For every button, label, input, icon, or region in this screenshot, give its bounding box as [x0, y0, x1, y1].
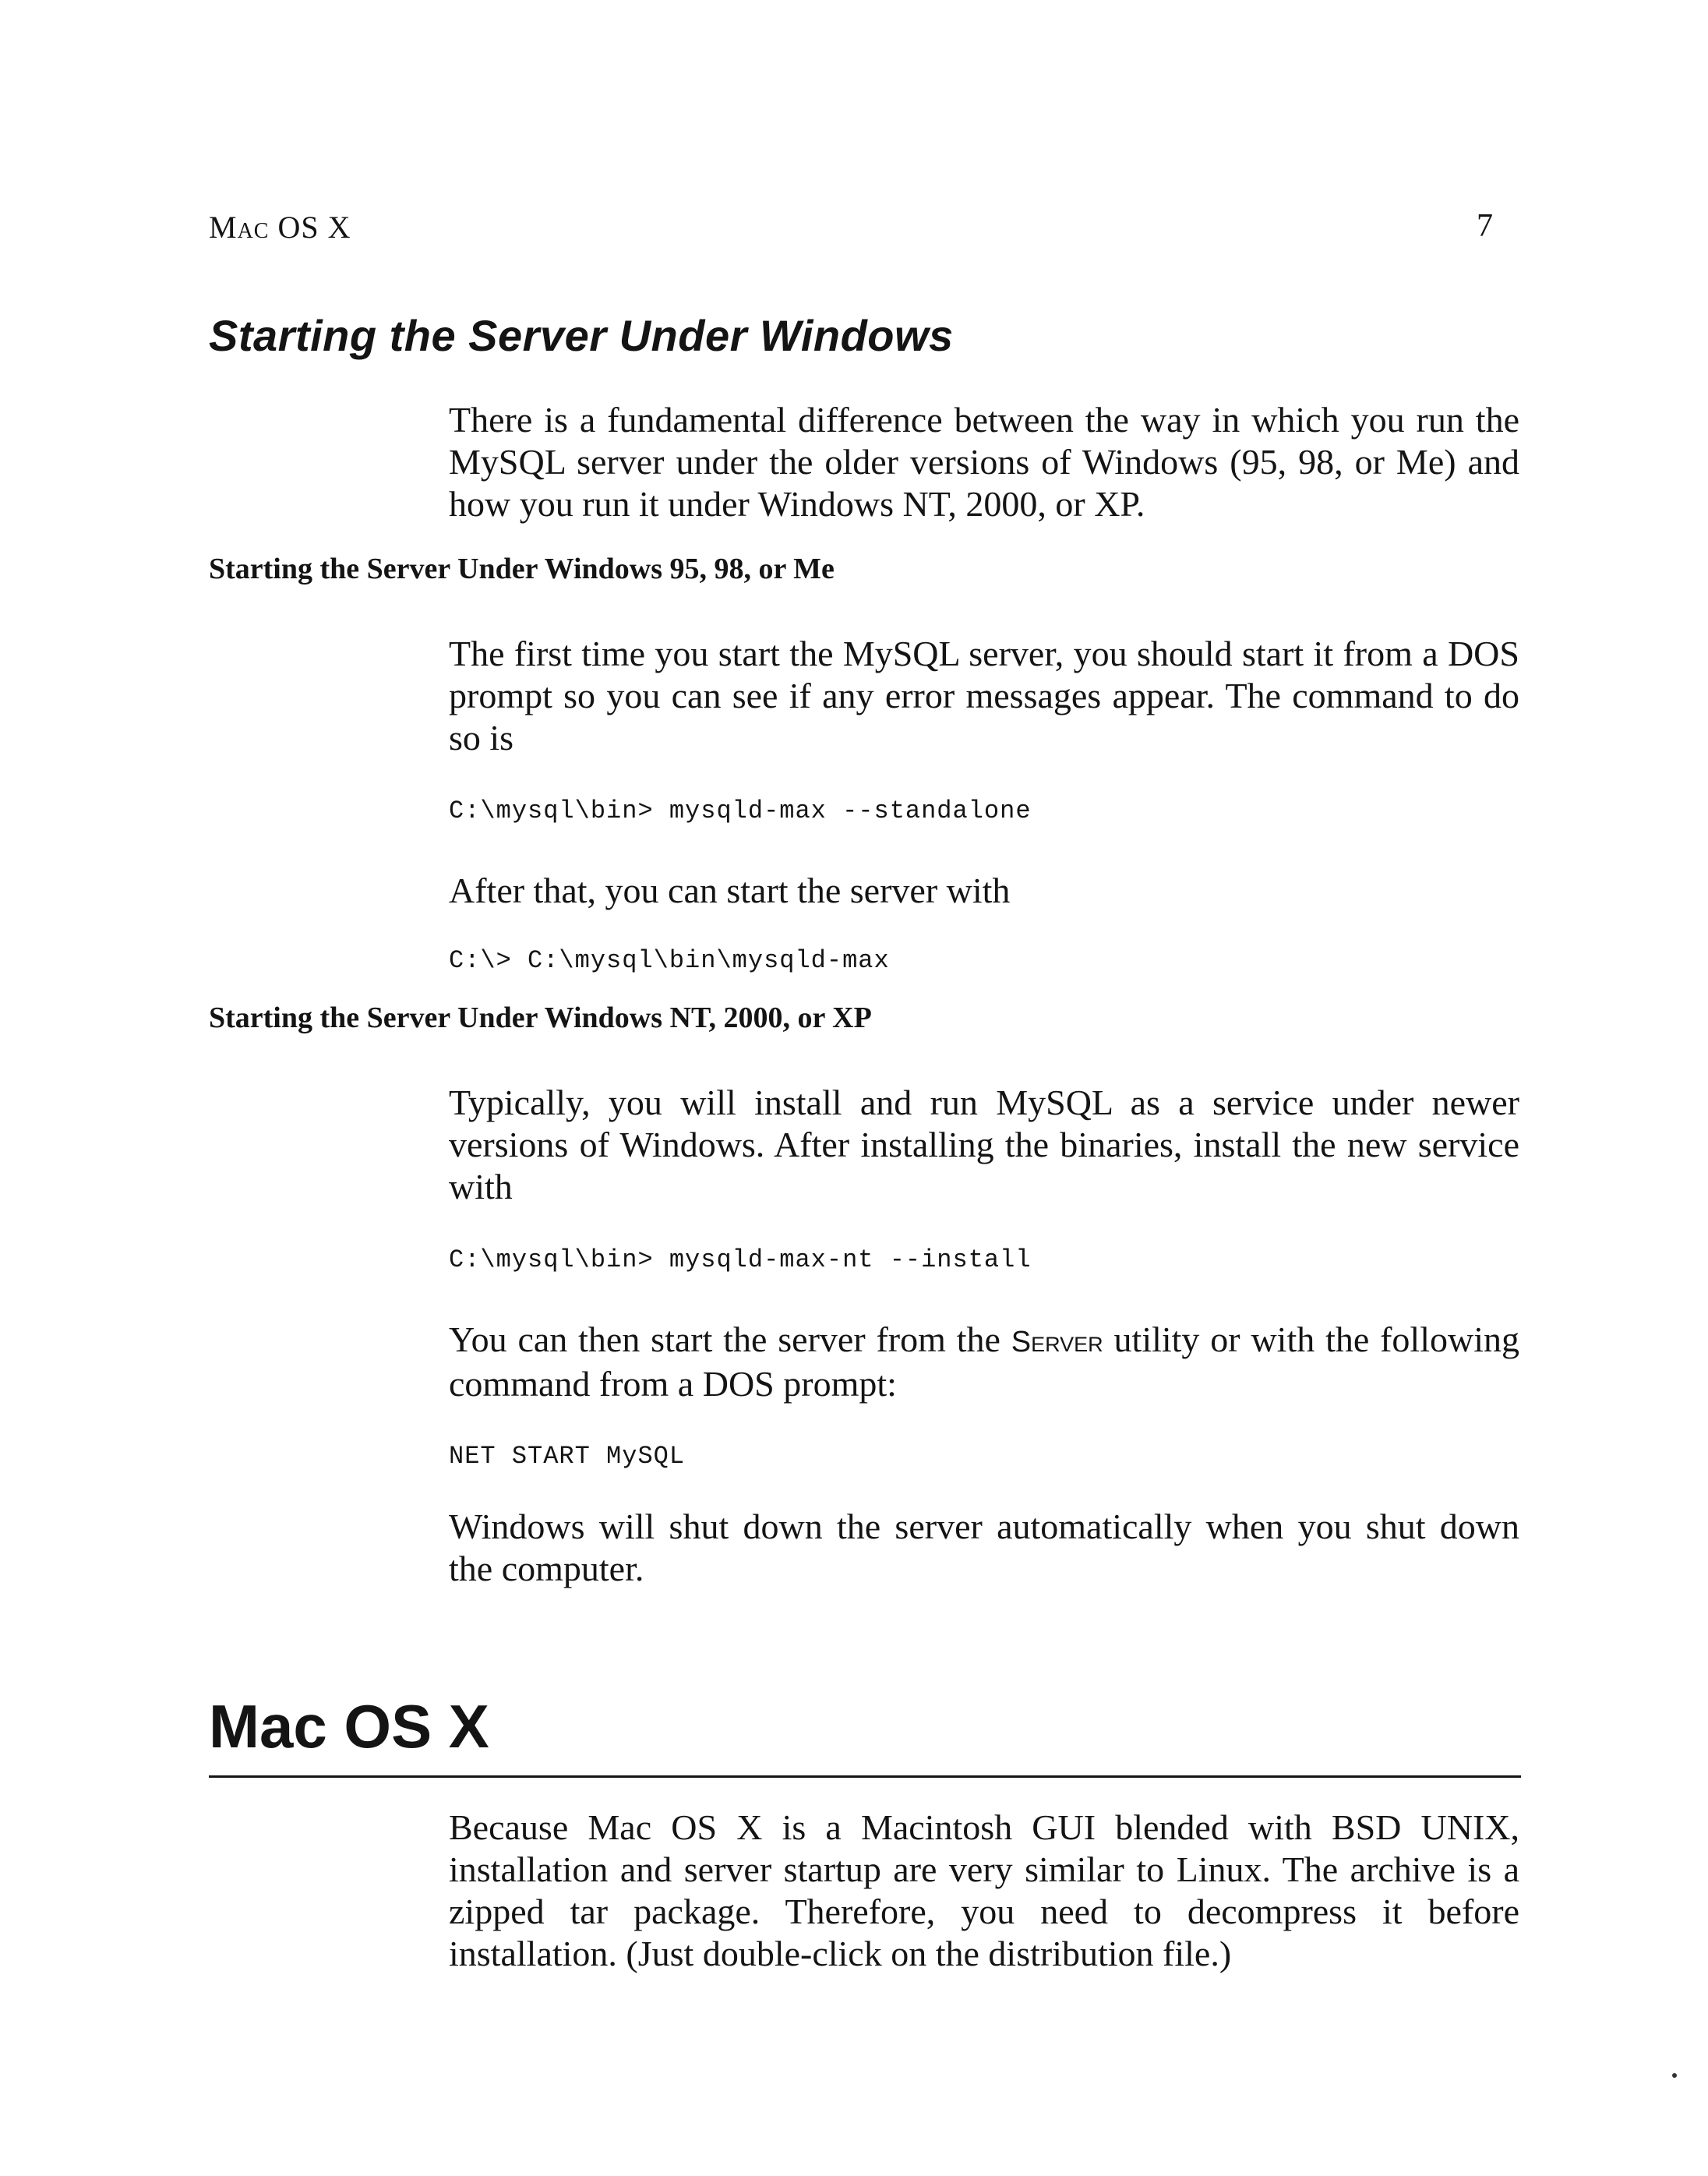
winnt-paragraph-2-text-a: You can then start the server from the [449, 1319, 1011, 1359]
winnt-paragraph-2-text-b: utility or with the following command from a DOS prompt: [449, 1319, 1519, 1404]
server-utility-keyword: Server [1011, 1326, 1103, 1358]
subheading-windows-95-98-me: Starting the Server Under Windows 95, 98, or Me [209, 553, 835, 585]
win9x-code-start: C:\> C:\mysql\bin\mysqld-max [449, 946, 890, 975]
chapter-heading-mac-os-x: Mac OS X [209, 1692, 489, 1761]
scan-speck [1672, 2073, 1677, 2078]
mac-paragraph-1: Because Mac OS X is a Macintosh GUI blended with BSD UNIX, installation and server startup are very similar to Linux. The archive is a zipped tar package. Therefore, you need to decompress it before installation. (Just double-click on the distribution file.) [449, 1807, 1519, 1973]
chapter-heading-rule [209, 1775, 1521, 1778]
win9x-paragraph-1: The first time you start the MySQL server, you should start it from a DOS prompt so you can see if any error messages appear. The command to do so is [449, 634, 1519, 758]
winnt-paragraph-1: Typically, you will install and run MySQL as a service under newer versions of Windows. After installing the binaries, install the new service with [449, 1083, 1519, 1206]
win9x-code-standalone: C:\mysql\bin> mysqld-max --standalone [449, 797, 1032, 825]
winnt-code-install: C:\mysql\bin> mysqld-max-nt --install [449, 1245, 1032, 1274]
page-number: 7 [1477, 208, 1493, 244]
winnt-code-net-start: NET START MySQL [449, 1442, 686, 1471]
winnt-paragraph-2 [449, 1319, 1519, 1405]
subheading-windows-nt-2000-xp: Starting the Server Under Windows NT, 2000, or XP [209, 1001, 872, 1034]
intro-paragraph: There is a fundamental difference between the way in which you run the MySQL server under the older versions of Windows (95, 98, or Me) and how you run it under Windows NT, 2000, or XP. [449, 400, 1519, 524]
running-head: Mac OS X [209, 210, 351, 245]
win9x-paragraph-2: After that, you can start the server with [449, 871, 1011, 910]
section-heading-starting-server-windows: Starting the Server Under Windows [209, 311, 954, 360]
winnt-paragraph-3: Windows will shut down the server automatically when you shut down the computer. [449, 1507, 1519, 1588]
